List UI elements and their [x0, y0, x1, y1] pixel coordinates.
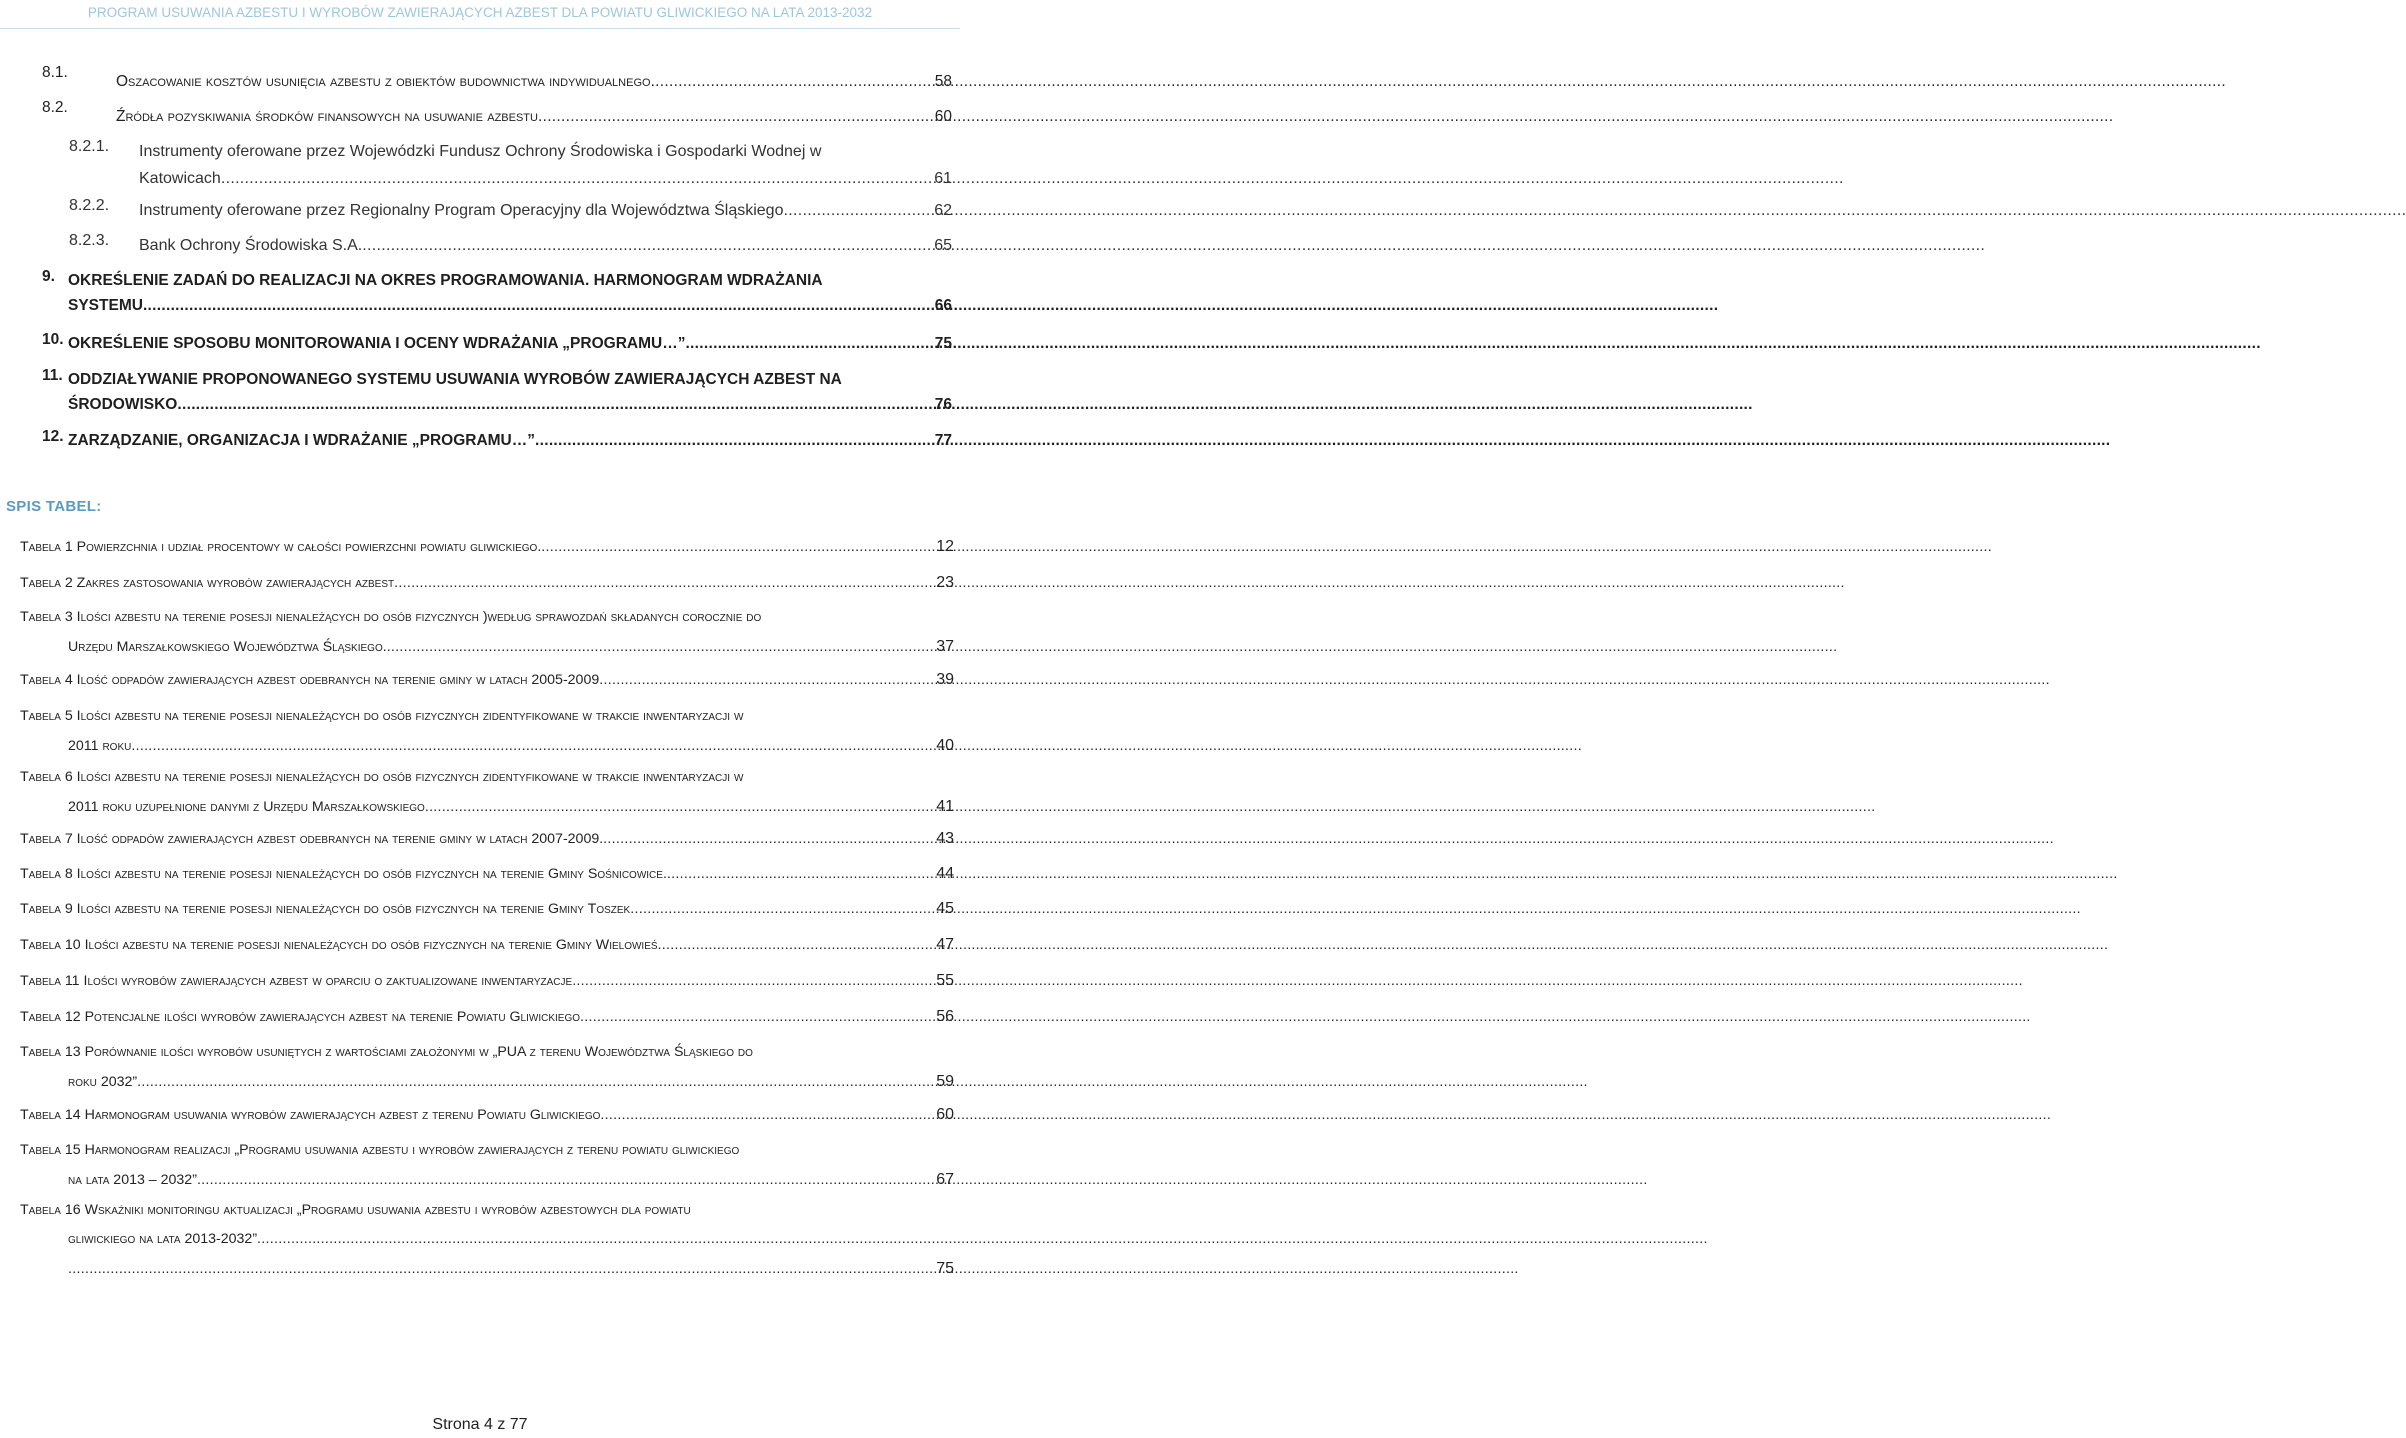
- toc-page-number: 62: [934, 202, 952, 219]
- table-title: Tabela 13 Porównanie ilości wyrobów usuniętych z wartościami założonymi w „PUA z terenu Województwa Śląskiego do: [20, 1044, 753, 1060]
- table-entry[interactable]: [20, 568, 954, 597]
- toc-title: ODDZIAŁYWANIE PROPONOWANEGO SYSTEMU USUWANIA WYROBÓW ZAWIERAJĄCYCH AZBEST NA: [68, 371, 842, 388]
- table-leader-dots: [197, 1166, 934, 1195]
- toc-page-number: 75: [934, 335, 952, 352]
- table-page-number: 67: [936, 1171, 954, 1188]
- toc-page-number: 66: [934, 297, 952, 314]
- toc-entry[interactable]: [42, 331, 952, 356]
- table-leader-dots: [572, 967, 934, 996]
- table-title: Tabela 12 Potencjalne ilości wyrobów zawierających azbest na terenie Powiatu Gliwickiego: [20, 1009, 580, 1025]
- table-title: Tabela 1 Powierzchnia i udział procentowy w całości powierzchni powiatu gliwickiego.: [20, 539, 542, 555]
- toc-number: 9.: [42, 268, 55, 285]
- tables-list-heading: SPIS TABEL:: [6, 498, 102, 515]
- toc-entry[interactable]: [42, 428, 952, 453]
- toc-leader-dots: [221, 165, 932, 192]
- table-entry[interactable]: [20, 1196, 954, 1283]
- table-leader-dots: [425, 793, 934, 822]
- toc-page-number: 60: [934, 108, 952, 125]
- toc-number: 8.2.3.: [69, 232, 110, 249]
- toc-number: 8.2.1.: [69, 138, 110, 155]
- table-leader-dots: [600, 1101, 934, 1130]
- toc-entry[interactable]: [42, 64, 952, 100]
- toc-entry[interactable]: [69, 138, 952, 192]
- table-page-number: 40: [936, 737, 954, 754]
- toc-leader-dots: [177, 392, 932, 417]
- toc-leader-dots: [143, 293, 933, 318]
- toc-title: SYSTEMU: [68, 297, 143, 314]
- table-page-number: 55: [936, 972, 954, 989]
- toc-number: 12.: [42, 428, 64, 445]
- table-leader-dots: [603, 825, 934, 854]
- table-title: Tabela 10 Ilości azbestu na terenie posesji nienależących do osób fizycznych na terenie Gminy Wielowieś: [20, 937, 658, 953]
- running-header: PROGRAM USUWANIA AZBESTU I WYROBÓW ZAWIERAJĄCYCH AZBEST DLA POWIATU GLIWICKIEGO NA LATA 2013-2032: [87, 5, 873, 20]
- table-entry[interactable]: [20, 966, 954, 995]
- table-entry[interactable]: [20, 1136, 954, 1194]
- table-entry[interactable]: [20, 665, 954, 694]
- table-entry[interactable]: [20, 1002, 954, 1031]
- table-page-number: 59: [936, 1073, 954, 1090]
- header-divider: [0, 28, 960, 29]
- table-page-number: 43: [936, 830, 954, 847]
- toc-number: 11.: [42, 367, 63, 384]
- table-entry[interactable]: [20, 894, 954, 923]
- table-title: Tabela 7 Ilość odpadów zawierających azbest odebranych na terenie gminy w latach 2007-2009.: [20, 831, 604, 847]
- toc-page-number: 76: [934, 396, 952, 413]
- table-page-number: 39: [936, 671, 954, 688]
- toc-leader-dots: [651, 64, 933, 100]
- toc-entry[interactable]: [42, 99, 952, 135]
- table-leader-dots: [387, 633, 935, 662]
- table-leader-dots: [658, 931, 935, 960]
- toc-title: Instrumenty oferowane przez Wojewódzki Fundusz Ochrony Środowiska i Gospodarki Wodnej w: [139, 143, 822, 160]
- table-title: Tabela 3 Ilości azbestu na terenie posesji nienależących do osób fizycznych )według sprawozdań składanych corocznie do: [20, 609, 762, 625]
- toc-title: Katowicach: [139, 170, 221, 187]
- toc-leader-dots: [535, 428, 933, 453]
- toc-entry[interactable]: [69, 232, 952, 259]
- table-page-number: 56: [936, 1008, 954, 1025]
- toc-page-number: 65: [934, 237, 952, 254]
- toc-title: Oszacowanie kosztów usunięcia azbestu z obiektów budownictwa indywidualnego: [116, 73, 651, 90]
- table-title: na lata 2013 – 2032”: [68, 1172, 197, 1188]
- toc-title: Źródła pozyskiwania środków finansowych na usuwanie azbestu: [116, 108, 538, 125]
- table-entry[interactable]: [20, 859, 954, 888]
- toc-number: 8.2.: [42, 99, 68, 116]
- toc-title: Instrumenty oferowane przez Regionalny Program Operacyjny dla Województwa Śląskiego: [139, 202, 784, 219]
- table-leader-dots: [599, 666, 934, 695]
- table-leader-dots: [630, 895, 934, 924]
- table-title: 2011 roku: [68, 738, 132, 754]
- toc-number: 8.1.: [42, 64, 68, 81]
- table-page-number: 12: [936, 538, 954, 555]
- table-entry[interactable]: [20, 532, 954, 561]
- toc-title: OKREŚLENIE SPOSOBU MONITOROWANIA I OCENY WDRAŻANIA „PROGRAMU…”: [68, 335, 686, 352]
- table-entry[interactable]: [20, 763, 954, 821]
- table-page-number: 75: [936, 1260, 954, 1277]
- toc-number: 10.: [42, 331, 64, 348]
- toc-entry[interactable]: [42, 367, 952, 417]
- table-page-number: 60: [936, 1106, 954, 1123]
- table-title: Tabela 4 Ilość odpadów zawierających azbest odebranych na terenie gminy w latach 2005-2009: [20, 672, 600, 688]
- table-title: gliwickiego na lata 2013-2032”: [68, 1231, 258, 1247]
- table-page-number: 45: [936, 900, 954, 917]
- toc-title: ŚRODOWISKO: [68, 396, 178, 413]
- table-entry[interactable]: [20, 1100, 954, 1129]
- table-entry[interactable]: [20, 603, 954, 661]
- table-leader-dots: [394, 569, 934, 598]
- table-entry[interactable]: [20, 930, 954, 959]
- toc-entry[interactable]: [42, 268, 952, 318]
- toc-title: OKREŚLENIE ZADAŃ DO REALIZACJI NA OKRES PROGRAMOWANIA. HARMONOGRAM WDRAŻANIA: [68, 272, 823, 289]
- toc-leader-dots: [362, 232, 932, 259]
- toc-page-number: 61: [934, 170, 952, 187]
- toc-title: ZARZĄDZANIE, ORGANIZACJA I WDRAŻANIE „PROGRAMU…”: [68, 432, 535, 449]
- toc-leader-dots: [783, 197, 932, 224]
- page-footer: Strona 4 z 77: [432, 1416, 528, 1433]
- toc-leader-dots: [538, 99, 933, 135]
- toc-entry[interactable]: [69, 197, 952, 224]
- table-leader-dots: [667, 860, 934, 889]
- table-title: Tabela 5 Ilości azbestu na terenie posesji nienależących do osób fizycznych zidentyfikowane w trakcie inwentaryzacji w: [20, 708, 744, 724]
- table-page-number: 41: [936, 798, 954, 815]
- table-leader-dots: [68, 1255, 934, 1284]
- table-title: Tabela 2 Zakres zastosowania wyrobów zawierających azbest: [20, 575, 395, 591]
- table-entry[interactable]: [20, 702, 954, 760]
- table-leader-dots: [131, 732, 934, 761]
- table-title: 2011 roku uzupełnione danymi z Urzędu Marszałkowskiego: [68, 799, 425, 815]
- table-leader-dots: [137, 1068, 934, 1097]
- table-title: Tabela 14 Harmonogram usuwania wyrobów zawierających azbest z terenu Powiatu Gliwickiego: [20, 1107, 601, 1123]
- table-title: Tabela 6 Ilości azbestu na terenie posesji nienależących do osób fizycznych zidentyfikowane w trakcie inwentaryzacji w: [20, 769, 744, 785]
- toc-title: Bank Ochrony Środowiska S.A.: [139, 237, 363, 254]
- table-page-number: 37: [936, 638, 954, 655]
- table-title: Tabela 9 Ilości azbestu na terenie posesji nienależących do osób fizycznych na terenie Gminy Toszek: [20, 901, 631, 917]
- toc-page-number: 77: [934, 432, 952, 449]
- table-leader-dots: [541, 533, 934, 562]
- toc-number: 8.2.2.: [69, 197, 110, 214]
- table-title: Tabela 15 Harmonogram realizacji „Programu usuwania azbestu i wyrobów zawierających z terenu powiatu gliwickiego: [20, 1142, 740, 1158]
- table-page-number: 47: [936, 936, 954, 953]
- table-title: Urzędu Marszałkowskiego Województwa Śląskiego.: [68, 639, 387, 655]
- table-entry[interactable]: [20, 824, 954, 853]
- table-title: Tabela 8 Ilości azbestu na terenie posesji nienależących do osób fizycznych na terenie Gminy Sośnicowice.: [20, 866, 667, 882]
- table-leader-dots: [257, 1225, 954, 1254]
- table-page-number: 44: [936, 865, 954, 882]
- toc-page-number: 58: [934, 73, 952, 90]
- toc-leader-dots: [685, 331, 932, 356]
- table-entry[interactable]: [20, 1038, 954, 1096]
- table-title: roku 2032”: [68, 1074, 138, 1090]
- table-title: Tabela 16 Wskaźniki monitoringu aktualizacji „Programu usuwania azbestu i wyrobów azbestowych dla powiatu: [20, 1202, 691, 1218]
- table-page-number: 23: [936, 574, 954, 591]
- table-title: Tabela 11 Ilości wyrobów zawierających azbest w oparciu o zaktualizowane inwentaryzacje: [20, 973, 573, 989]
- table-leader-dots: [580, 1003, 934, 1032]
